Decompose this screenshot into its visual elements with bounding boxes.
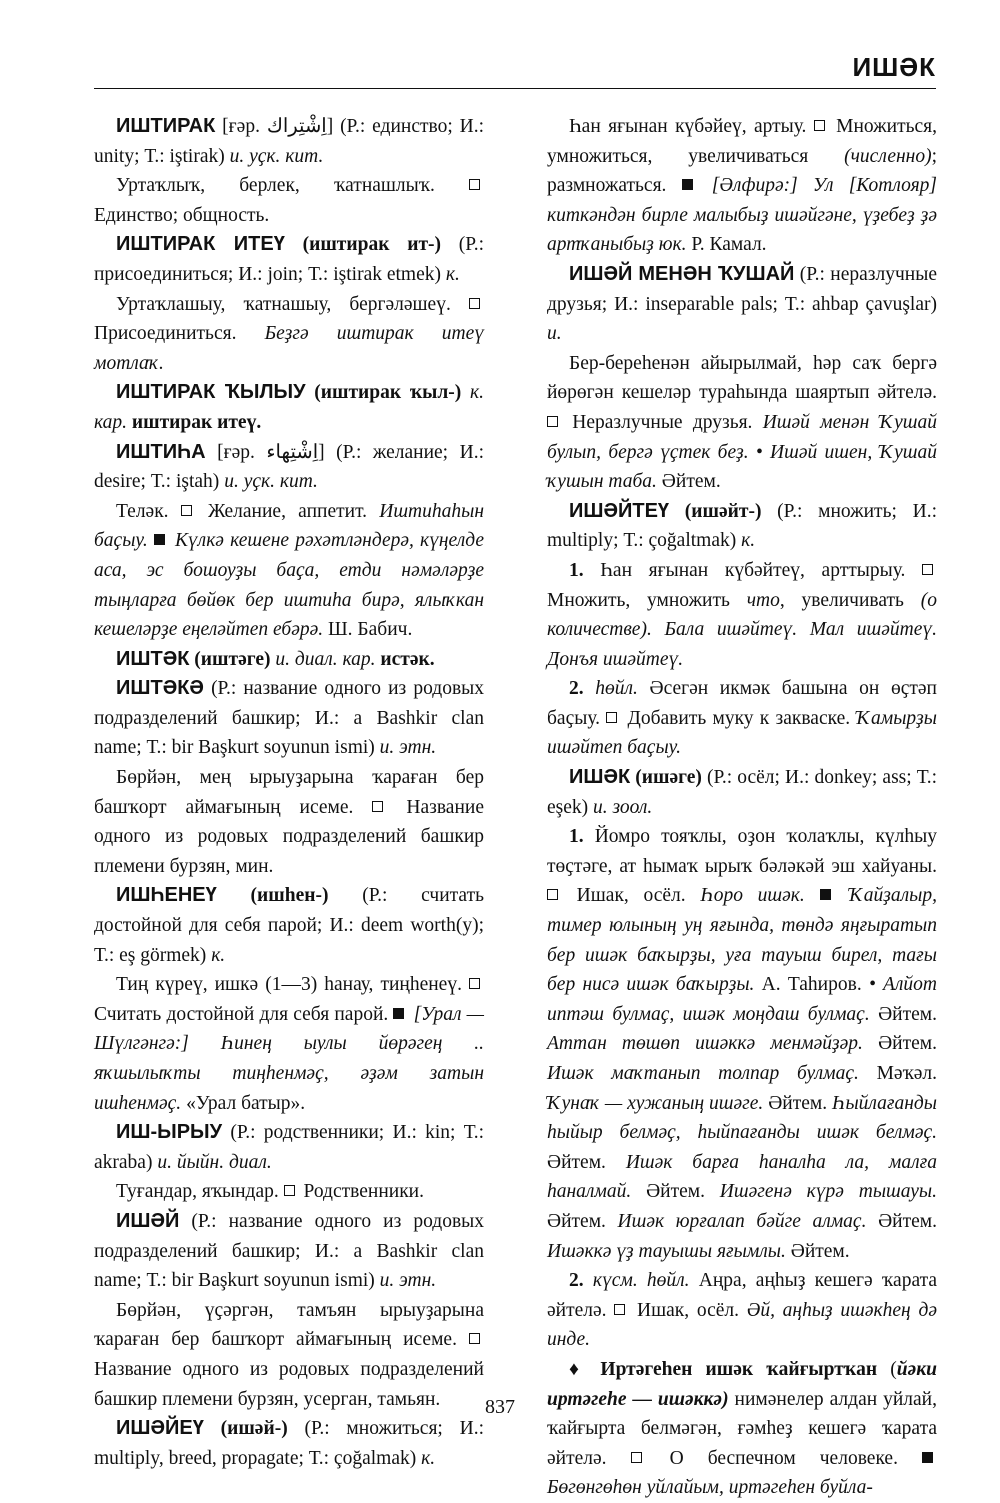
entry-text xyxy=(584,1270,593,1291)
entry-paragraph xyxy=(94,763,484,881)
entry-text: Әйтем. xyxy=(785,1240,850,1262)
entry-text: Бөрйән, үҫәргән, тамъян ырыуҙарына ҡараған бер башҡорт аймағының исеме. xyxy=(94,1299,484,1351)
entry-text: йәки иртәгеһе — ишәккә) xyxy=(547,1358,937,1410)
entry-text: к. xyxy=(211,944,226,966)
entry-text: (Р.: множить; И.: multiply; Т.: çoğaltmak) xyxy=(547,500,937,552)
entry-text: Единство; общность. xyxy=(94,204,270,226)
entry-text: (Р.: неразлучные друзья; И.: inseparable pals; Т.: ahbap çavuşlar) xyxy=(547,263,937,315)
headword: ИШТИРАК ИТЕҮ xyxy=(116,233,285,256)
entry-text: (Р.: осёл; И.: donkey; ass; Т.: eşek) xyxy=(547,767,938,818)
entry-paragraph xyxy=(94,171,484,230)
entry-text: Теләк. xyxy=(116,500,181,522)
right-column xyxy=(547,112,937,1503)
entry-text: (о количестве). Бала ишәйтеү. Мал ишәйтеү. Донъя ишәйтеү. xyxy=(547,589,937,670)
entry-paragraph xyxy=(94,290,484,379)
example-marker-icon xyxy=(393,1008,404,1019)
entry-paragraph xyxy=(547,497,937,556)
entry-text: 2. xyxy=(569,678,584,700)
entry-text: и. диал. кар. xyxy=(275,648,376,670)
translation-marker-icon xyxy=(547,889,558,900)
headword: ИШТӘК xyxy=(116,647,190,670)
entry-text: Ш. Бабич. xyxy=(323,619,413,641)
running-header xyxy=(94,52,936,89)
entry-text: Әйтем. xyxy=(862,1033,937,1055)
entry-text: 1. xyxy=(569,559,584,581)
entry-text: Присоединиться. xyxy=(94,323,265,345)
translation-marker-icon xyxy=(372,801,383,812)
translation-marker-icon xyxy=(614,1304,625,1315)
entry-paragraph xyxy=(94,1207,484,1296)
entry-text: Родственники. xyxy=(298,1181,424,1203)
entry-text: Ишәк маҡтанып толпар булмаҫ. xyxy=(547,1063,859,1084)
entry-text: и. xyxy=(547,323,562,345)
headword: ИШТӘКӘ xyxy=(116,677,204,700)
entry-text: күсм. һөйл. xyxy=(592,1270,690,1292)
entry-paragraph xyxy=(547,1355,937,1503)
entry-paragraph xyxy=(94,645,484,675)
left-column xyxy=(94,112,484,1473)
entry-text xyxy=(461,382,470,403)
entry-text: и. этн. xyxy=(379,737,437,759)
entry-text: к. кар. xyxy=(94,382,484,433)
translation-marker-icon xyxy=(469,1333,480,1344)
entry-text: Иштиһаһын баҫыу. xyxy=(94,500,484,552)
headword: ИШҺЕНЕҮ xyxy=(116,884,217,907)
entry-text: и. зоол. xyxy=(593,796,653,818)
translation-marker-icon xyxy=(547,416,558,427)
entry-text: Һан яғынан күбәйеү, артыу. xyxy=(569,116,814,137)
entry-text xyxy=(584,678,596,699)
entry-text: Тиң күреү, ишкә (1—3) һанау, тиңһенеү. xyxy=(116,974,469,996)
entry-paragraph xyxy=(94,378,484,437)
entry-paragraph xyxy=(94,497,484,645)
entry-text: Бөрйән, мең ырыуҙарына ҡараған бер башҡорт аймағының исеме. xyxy=(94,767,484,818)
entry-paragraph xyxy=(94,230,484,289)
entry-text: (Р.: считать достойной для себя парой; И.: deem worth(y); Т.: eş görmek) xyxy=(94,885,484,966)
translation-marker-icon xyxy=(181,505,192,516)
entry-text: Ишәккә үҙ тауышы яғымлы. xyxy=(547,1240,786,1262)
entry-text: к. xyxy=(445,263,460,285)
headword: ИШӘК xyxy=(569,766,631,789)
entry-text: ( xyxy=(877,1358,897,1380)
entry-text: Неразлучные друзья. xyxy=(562,411,763,433)
entry-text: [ғәр. اِشْتِهاء] (Р.: желание; И.: desire; Т.: iştah) xyxy=(94,441,484,493)
entry-text: [ғәр. اِشْتِراك] (Р.: единство; И.: unity; Т.: iştirak) xyxy=(94,116,484,167)
entry-paragraph xyxy=(547,1266,937,1355)
entry-text: Күлкә кешене рәхәтләндерә, күңелде аса, эс бошоуҙы баҫа, етди нәмәләрҙе тыңларға бөйөк бер иштиһа бирә, ялыҡкан кешеләрҙе еңеләйтеп ебәрә. xyxy=(94,530,484,641)
entry-paragraph xyxy=(94,1177,484,1207)
translation-marker-icon xyxy=(814,120,825,131)
entry-paragraph xyxy=(94,438,484,497)
entry-paragraph xyxy=(547,822,937,1266)
entry-text: Әйтем. xyxy=(866,1210,937,1232)
headword: ИШТИҺА xyxy=(116,440,206,463)
entry-text: (ишәге) xyxy=(630,767,702,789)
entry-text: Добавить муку к закваске. xyxy=(621,707,857,729)
entry-text: , увеличивать xyxy=(779,589,921,611)
entry-text: • Алйот иптәш булмаҫ, ишәк моңдаш булмаҫ. xyxy=(547,974,937,1025)
entry-text: Ишәгенә күрә тышауы. xyxy=(719,1181,937,1203)
headword: ИШТИРАК ҠЫЛЫУ xyxy=(116,381,306,404)
entry-text: Әйтем. xyxy=(656,471,721,493)
entry-text: Ҡамырҙы ишәйтеп баҫыу. xyxy=(547,707,937,759)
translation-marker-icon xyxy=(469,179,480,190)
headword: ИШӘЙ МЕНӘН ҠУШАЙ xyxy=(569,262,795,285)
entry-text: Уртаҡлашыу, ҡатнашыу, бергәләшеү. xyxy=(116,293,469,315)
entry-text: Ишәк барға һаналһа ла, малға һаналмай. xyxy=(547,1151,937,1203)
entry-text: Уртаҡлыҡ, берлек, ҡатнашлыҡ. xyxy=(116,175,469,197)
entry-text: Һан яғынан күбәйтеү, арттырыу. xyxy=(583,559,922,581)
entry-paragraph xyxy=(94,881,484,970)
entry-text: (Р.: множиться; И.: multiply, breed, propagate; Т.: çoğalmak) xyxy=(94,1418,484,1469)
headword: ИШӘЙЕҮ xyxy=(116,1417,204,1440)
translation-marker-icon xyxy=(469,978,480,989)
translation-marker-icon xyxy=(606,712,617,723)
entry-text: Бөгөнгөһөн уйлайым, иртәгеһен буйла- xyxy=(547,1477,873,1499)
entry-text: Йомро тояҡлы, оҙон ҡолаҡлы, күлһыу төҫтәге, ат һымаҡ ырыҡ бәләкәй эш хайуаны. xyxy=(547,826,937,877)
entry-text: [Әлфирә:] Ул [Котлояр] киткәндән бирле малыбыҙ ишәйгәне, үҙебеҙ ҙә артҡаныбыҙ юк. xyxy=(547,175,937,256)
entry-text: Ишәк юрғалап бәйге алмаҫ. xyxy=(617,1210,867,1232)
example-marker-icon xyxy=(820,889,831,900)
entry-text: (ишһен-) xyxy=(216,885,329,907)
entry-text: О беспечном человеке. xyxy=(645,1447,922,1469)
entry-text: 2. xyxy=(569,1270,584,1292)
entry-text: Беҙгә иштирак итеү мотлаҡ. xyxy=(94,323,484,374)
entry-text: Считать достойной для себя парой. xyxy=(94,1003,394,1025)
entry-paragraph xyxy=(547,349,937,497)
entry-text: Множиться, умножиться, увеличиваться xyxy=(547,116,937,167)
entry-text: Множить, умножить xyxy=(547,589,747,611)
entry-paragraph xyxy=(547,763,937,822)
entry-text: и. уҫк. кит. xyxy=(229,145,324,167)
entry-text: (иштәге) xyxy=(189,648,271,670)
translation-marker-icon xyxy=(469,298,480,309)
entry-paragraph xyxy=(94,674,484,763)
entry-paragraph xyxy=(547,556,937,674)
entry-text: һөйл. xyxy=(595,678,638,700)
entry-paragraph xyxy=(94,1118,484,1177)
entry-text: нимәнелер алдан уйлай, ҡайғырта белмәгән, ғәмһеҙ кешегә ҡарата әйтелә. xyxy=(547,1388,937,1469)
entry-text: Название одного из родовых подразделений башкир племени бурзян, усерган, тамьян. xyxy=(94,1358,484,1410)
entry-text: (иштирак ит-) xyxy=(284,234,442,256)
entry-text: (ишәйт-) xyxy=(669,500,762,522)
entry-paragraph xyxy=(94,112,484,171)
entry-text: к. xyxy=(421,1447,436,1469)
entry-text: Ҡунаҡ — хужаның ишәге. xyxy=(547,1092,764,1114)
entry-text: Ишак, осёл. xyxy=(629,1299,747,1321)
entry-text: Аңра, аңһыҙ кешегә ҡарата әйтелә. xyxy=(547,1270,938,1321)
entry-text: Р. Камал. xyxy=(686,234,767,256)
entry-text: Әйтем. xyxy=(763,1092,833,1114)
page-number: 837 xyxy=(485,1396,515,1418)
entry-text: [Урал — Шүлгәнгә:] Һинең ыулы йөрәгең .. яҡшылыҡты тиңһенмәҫ, әҙәм затын ишһенмәҫ. xyxy=(94,1003,484,1114)
headword: ИШТИРАК xyxy=(116,115,216,137)
entry-text: (Р.: название одного из родовых подразделений башкир; И.: a Bashkir clan name; Т.: bir Başkurt soyunun ismi) xyxy=(94,678,484,759)
entry-paragraph xyxy=(94,970,484,1118)
example-marker-icon xyxy=(154,534,165,545)
entry-text: 1. xyxy=(569,826,584,848)
entry-text: (Р.: родственники; И.: kin; Т.: akraba) xyxy=(94,1122,484,1173)
entry-text: Туғандар, яҡындар. xyxy=(116,1181,284,1203)
entry-text: «Урал батыр». xyxy=(181,1092,306,1114)
header-word: ИШӘК xyxy=(852,52,936,82)
entry-text: Әйтем. xyxy=(631,1181,720,1203)
entry-text: и. йыйн. диал. xyxy=(157,1151,272,1173)
entry-text: Аттан төшөп ишәккә менмәйҙәр. xyxy=(547,1033,863,1055)
entry-text: Бер-береһенән айырылмай, һәр саҡ бергә йөрөгән кешеләр тураһында шаяртып әйтелә. xyxy=(547,352,937,404)
entry-paragraph xyxy=(547,674,937,763)
entry-text: Әйтем. xyxy=(547,1151,626,1173)
entry-text: иштирак итеү. xyxy=(127,411,262,433)
entry-text: и. этн. xyxy=(379,1270,437,1292)
entry-text: Әйтем. xyxy=(869,1003,937,1025)
example-marker-icon xyxy=(922,1452,933,1463)
entry-text: (ишәй-) xyxy=(203,1418,288,1440)
entry-text: Әсегән икмәк башына он өҫтәп баҫыу. xyxy=(547,678,937,729)
entry-text: к. xyxy=(741,530,756,552)
entry-text: (Р.: название одного из родовых подразделений башкир; И.: a Bashkir clan name; Т.: bir Başkurt soyunun ismi) xyxy=(94,1210,484,1292)
entry-text: Һоро ишәк. xyxy=(700,885,820,907)
headword: ИШ-ЫРЫУ xyxy=(116,1121,223,1144)
entry-text: А. Таһиров. xyxy=(754,974,869,996)
headword: ИШӘЙТЕҮ xyxy=(569,499,670,522)
entry-text: Ҡайҙалыр, тимер юлының уң яғында, төндә яңғыратып бер ишәк баҡырҙы, уға тауыш бирел, тағы бер нисә ишәк баҡырҙы. xyxy=(547,885,937,996)
translation-marker-icon xyxy=(922,564,933,575)
entry-paragraph xyxy=(547,260,937,349)
entry-text: Һыйлағанды һыйыр белмәҫ, һыйпағанды ишәк белмәҫ. xyxy=(547,1092,937,1144)
entry-text: Әйтем. xyxy=(547,1210,618,1232)
entry-text: и. уҫк. кит. xyxy=(224,471,318,493)
entry-paragraph xyxy=(547,112,937,260)
example-marker-icon xyxy=(682,179,693,190)
entry-text: ♦ Иртәгеһен ишәк ҡайғыртҡан xyxy=(569,1358,878,1380)
entry-text: что xyxy=(746,589,780,611)
entry-text: Ишак, осёл. xyxy=(562,885,701,907)
entry-text: Мәҡәл. xyxy=(858,1063,938,1084)
entry-text: Әй, аңһыҙ ишәкһең дә инде. xyxy=(547,1299,937,1351)
entry-text: Ишәй менән Ҡушай булып, бергә үҫтек беҙ. • Ишәй ишен, Ҡушай ҡушын таба. xyxy=(547,411,937,493)
translation-marker-icon xyxy=(284,1185,295,1196)
entry-text: Желание, аппетит. xyxy=(195,500,380,522)
entry-text: Название одного из родовых подразделений башкир племени бурзян, мин. xyxy=(94,796,484,877)
entry-text: истәк. xyxy=(375,648,435,670)
entry-text: (иштирак ҡыл-) xyxy=(305,382,462,404)
entry-text: ; размножаться. xyxy=(547,145,937,197)
headword: ИШӘЙ xyxy=(116,1209,180,1232)
entry-text: (численно) xyxy=(844,145,932,167)
entry-text: (Р.: присоединиться; И.: join; Т.: iştirak etmek) xyxy=(94,234,484,285)
translation-marker-icon xyxy=(631,1452,642,1463)
